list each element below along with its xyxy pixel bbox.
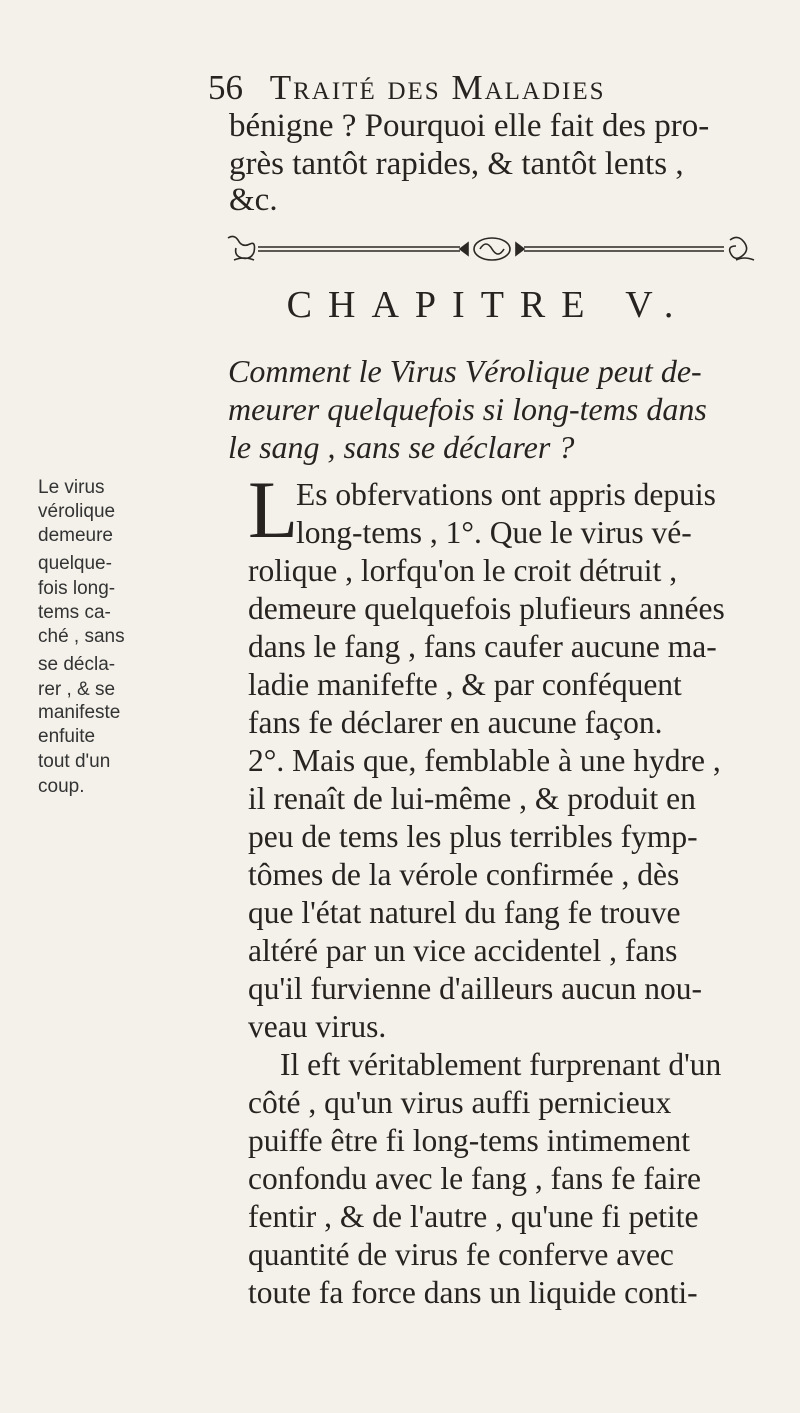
body-line: Es obfervations ont appris depuis (296, 477, 716, 512)
margin-note-line: demeure (38, 525, 113, 546)
body-line: il renaît de lui-même , & produit en (248, 781, 696, 816)
margin-note-line: manifeste (38, 702, 121, 723)
margin-note-line: enfuite (38, 726, 96, 747)
body-line: fentir , & de l'autre , qu'une fi petite (248, 1199, 699, 1234)
body-line: qu'il furvienne d'ailleurs aucun nou- (248, 971, 702, 1006)
body-line: 2°. Mais que, femblable à une hydre , (248, 743, 721, 778)
body-line: Il eft véritablement furprenant d'un (280, 1047, 722, 1082)
right-flourish (730, 237, 747, 258)
ornament-rule (224, 232, 760, 266)
continuation-line: grès tantôt rapides, & tantôt lents , (229, 146, 684, 182)
left-flourish (228, 236, 255, 258)
chapter-heading: CHAPITRE V. (286, 284, 690, 326)
margin-note-line: rer , & se (38, 679, 116, 700)
body-line: ladie manifefte , & par conféquent (248, 667, 682, 702)
body-line: altéré par un vice accidentel , fans (248, 933, 678, 968)
body-line: demeure quelquefois plufieurs années (248, 591, 725, 626)
margin-note-line: tems ca- (38, 602, 111, 623)
running-head (208, 66, 768, 110)
body-line: tômes de la vérole confirmée , dès (248, 857, 680, 892)
running-title: Traité des Maladies (269, 68, 606, 107)
body-line: confondu avec le fang , fans fe faire (248, 1161, 702, 1196)
margin-note-line: quelque- (38, 553, 112, 574)
body-line: long-tems , 1°. Que le virus vé- (296, 515, 692, 550)
margin-note-line: tout d'un (38, 751, 111, 772)
continuation-line: &c. (229, 182, 278, 218)
body-line: peu de tems les plus terribles fymp- (248, 819, 698, 854)
body-line: dans le fang , fans caufer aucune ma- (248, 629, 717, 664)
margin-note-line: Le virus (38, 477, 105, 498)
margin-note-line: coup. (38, 776, 85, 797)
drop-cap: L (248, 464, 299, 555)
margin-note-line: ché , sans (38, 626, 125, 647)
body-line: fans fe déclarer en aucune façon. (248, 705, 663, 740)
body-line: que l'état naturel du fang fe trouve (248, 895, 681, 930)
page-number: 56 (208, 68, 243, 107)
body-line: toute fa force dans un liquide conti- (248, 1275, 698, 1310)
chapter-subtitle-line: Comment le Virus Vérolique peut de- (228, 353, 702, 389)
body-line: veau virus. (248, 1009, 387, 1044)
chapter-subtitle-line: le sang , sans se déclarer ? (228, 429, 575, 465)
margin-note-line: fois long- (38, 578, 116, 599)
margin-note-line: se décla- (38, 654, 116, 675)
body-line: rolique , lorfqu'on le croit détruit , (248, 553, 678, 588)
chapter-subtitle-line: meurer quelquefois si long-tems dans (228, 391, 707, 427)
body-line: côté , qu'un virus auffi pernicieux (248, 1085, 672, 1120)
margin-note-line: vérolique (38, 501, 116, 522)
body-line: puiffe être fi long-tems intimement (248, 1123, 691, 1158)
body-line: quantité de virus fe conferve avec (248, 1237, 674, 1272)
continuation-line: bénigne ? Pourquoi elle fait des pro- (229, 108, 710, 144)
